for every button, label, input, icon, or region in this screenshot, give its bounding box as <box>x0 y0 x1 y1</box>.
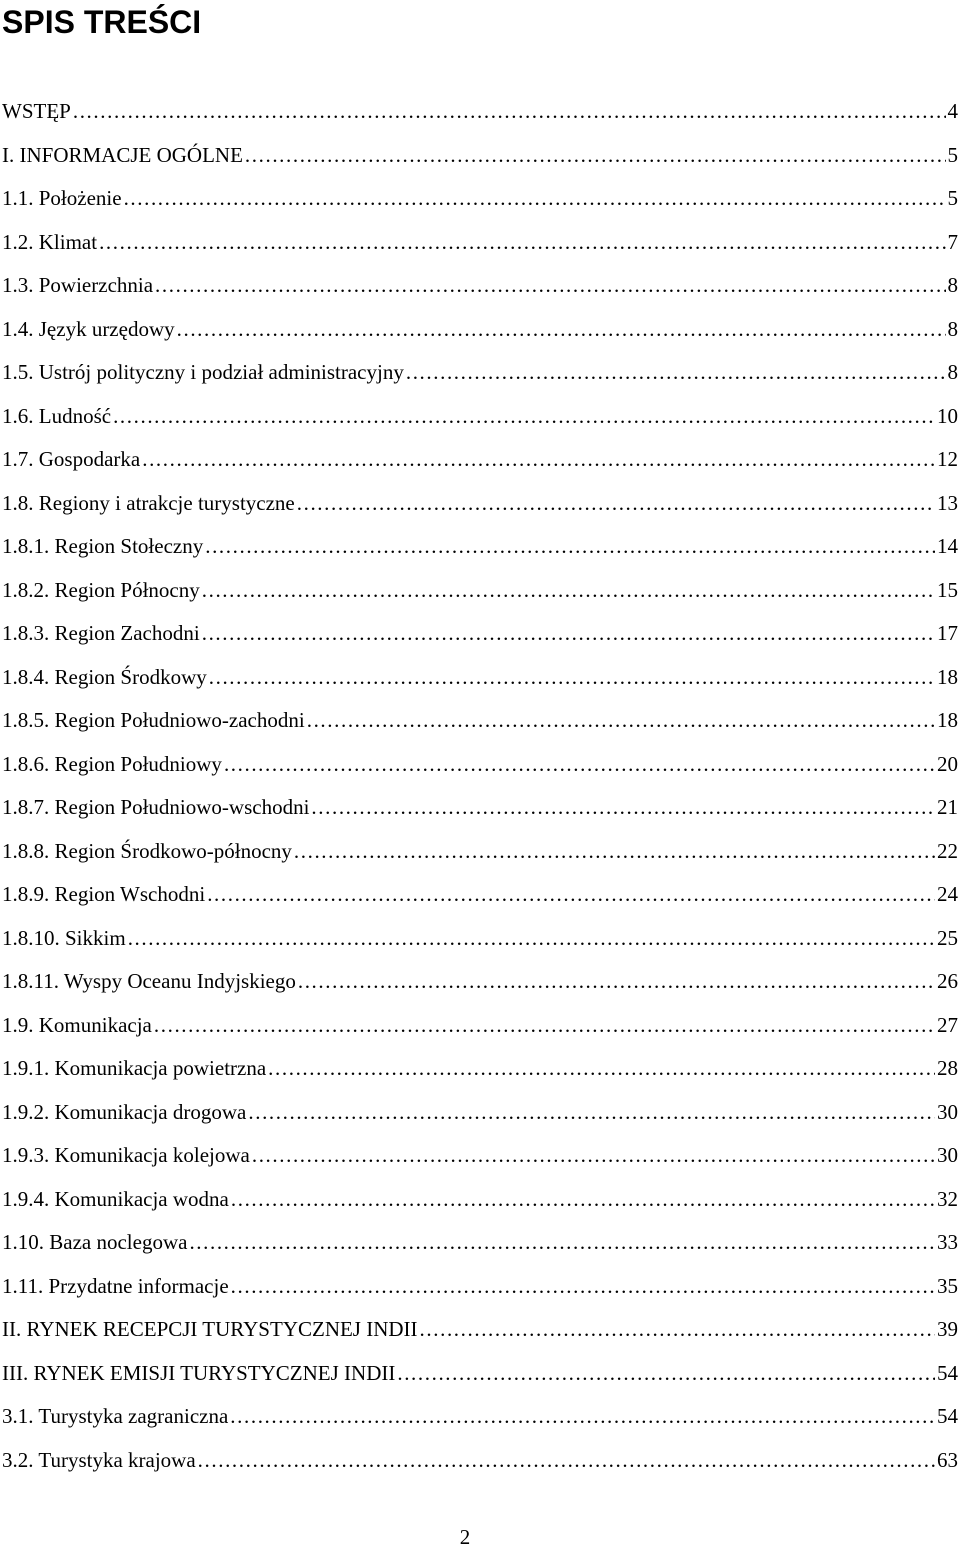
toc-entry[interactable] <box>2 438 958 482</box>
toc-entry-label: I. INFORMACJE OGÓLNE <box>2 142 243 167</box>
toc-entry-label: 1.8.2. Region Północny <box>2 577 200 602</box>
toc-entry[interactable] <box>2 351 958 395</box>
toc-entry-label: 1.8.8. Region Środkowo-północny <box>2 838 292 863</box>
toc-dot-leader <box>231 1178 935 1222</box>
toc-dot-leader <box>209 656 935 700</box>
toc-entry-label: 1.1. Położenie <box>2 186 122 210</box>
toc-dot-leader <box>245 134 946 178</box>
toc-entry-page-number: 54 <box>937 1360 958 1385</box>
toc-entry[interactable] <box>2 308 958 352</box>
toc-entry[interactable] <box>2 917 958 961</box>
toc-dot-leader <box>198 1439 935 1483</box>
toc-entry-label: 1.3. Powierzchnia <box>2 273 154 297</box>
toc-entry-page-number: 10 <box>937 403 958 428</box>
toc-entry[interactable] <box>2 395 958 439</box>
toc-entry-page-number: 20 <box>937 751 958 776</box>
toc-dot-leader <box>297 482 935 526</box>
toc-dot-leader <box>155 264 945 308</box>
toc-entry-label: 1.8.1. Region Stołeczny <box>2 534 204 558</box>
toc-dot-leader <box>142 438 935 482</box>
toc-entry-label: 1.8.11. Wyspy Oceanu Indyjskiego <box>2 969 296 993</box>
toc-entry-page-number: 24 <box>937 882 958 906</box>
toc-dot-leader <box>307 699 935 743</box>
toc-dot-leader <box>189 1221 935 1265</box>
toc-entry[interactable] <box>2 1221 958 1265</box>
toc-entry-label: 1.9.4. Komunikacja wodna <box>2 1186 229 1211</box>
toc-entry[interactable] <box>2 134 958 178</box>
toc-entry-page-number: 54 <box>937 1404 958 1428</box>
toc-dot-leader <box>124 177 946 221</box>
toc-dot-leader <box>248 1091 935 1135</box>
toc-entry-label: 1.10. Baza noclegowa <box>2 1230 188 1254</box>
toc-dot-leader <box>268 1047 935 1091</box>
page-number: 2 <box>459 1525 471 1549</box>
toc-entry[interactable] <box>2 1308 958 1352</box>
toc-entry-page-number: 14 <box>937 534 958 558</box>
toc-entry-label: 1.9.3. Komunikacja kolejowa <box>2 1143 250 1167</box>
toc-entry-page-number: 39 <box>937 1317 958 1341</box>
toc-entry-page-number: 21 <box>937 795 958 819</box>
toc-entry-page-number: 26 <box>937 969 958 993</box>
toc-entry-label: 1.9.2. Komunikacja drogowa <box>2 1099 247 1124</box>
toc-entry-page-number: 8 <box>947 360 958 384</box>
toc-entry[interactable] <box>2 1004 958 1048</box>
toc-entry-label: 1.8.3. Region Zachodni <box>2 621 200 645</box>
toc-entry-label: 1.8.4. Region Środkowy <box>2 664 207 689</box>
toc-entry-page-number: 35 <box>937 1273 958 1298</box>
toc-entry-page-number: 4 <box>947 99 958 123</box>
toc-entry[interactable] <box>2 786 958 830</box>
toc-dot-leader <box>113 395 935 439</box>
toc-entry-page-number: 17 <box>937 621 958 645</box>
toc-dot-leader <box>397 1352 935 1396</box>
toc-entry[interactable] <box>2 482 958 526</box>
toc-dot-leader <box>224 743 935 787</box>
toc-entry[interactable] <box>2 1395 958 1439</box>
toc-entry-label: 1.9.1. Komunikacja powietrzna <box>2 1056 267 1080</box>
toc-dot-leader <box>294 830 935 874</box>
toc-entry[interactable] <box>2 873 958 917</box>
toc-entry[interactable] <box>2 90 958 134</box>
toc-entry[interactable] <box>2 612 958 656</box>
toc-entry[interactable] <box>2 699 958 743</box>
toc-dot-leader <box>202 612 935 656</box>
toc-entry-label: 1.9. Komunikacja <box>2 1012 152 1037</box>
toc-entry[interactable] <box>2 830 958 874</box>
toc-entry[interactable] <box>2 221 958 265</box>
toc-dot-leader <box>298 960 935 1004</box>
toc-entry-label: 1.7. Gospodarka <box>2 447 141 471</box>
toc-entry-page-number: 27 <box>937 1012 958 1037</box>
toc-entry-page-number: 8 <box>947 273 958 297</box>
toc-entry[interactable] <box>2 1134 958 1178</box>
toc-entry-page-number: 15 <box>937 577 958 602</box>
toc-entry[interactable] <box>2 525 958 569</box>
toc-entry[interactable] <box>2 1439 958 1483</box>
table-of-contents <box>2 90 958 1482</box>
toc-dot-leader <box>231 1265 935 1309</box>
toc-entry-label: 1.8.5. Region Południowo-zachodni <box>2 708 305 732</box>
toc-dot-leader <box>177 308 946 352</box>
toc-entry-page-number: 28 <box>937 1056 958 1080</box>
toc-entry[interactable] <box>2 656 958 700</box>
page-title: SPIS TREŚCI <box>2 4 202 40</box>
toc-entry[interactable] <box>2 569 958 613</box>
toc-dot-leader <box>406 351 946 395</box>
toc-dot-leader <box>154 1004 935 1048</box>
toc-entry-page-number: 18 <box>937 664 958 689</box>
toc-entry-page-number: 8 <box>947 316 958 341</box>
toc-entry-page-number: 5 <box>947 142 958 167</box>
toc-entry-page-number: 32 <box>937 1186 958 1211</box>
toc-dot-leader <box>128 917 935 961</box>
toc-entry[interactable] <box>2 264 958 308</box>
toc-entry-page-number: 30 <box>937 1099 958 1124</box>
toc-dot-leader <box>73 90 946 134</box>
toc-entry-page-number: 13 <box>937 490 958 515</box>
toc-entry-label: 1.6. Ludność <box>2 403 112 428</box>
toc-dot-leader <box>207 873 935 917</box>
toc-entry[interactable] <box>2 1091 958 1135</box>
toc-entry-label: 1.8.10. Sikkim <box>2 925 126 950</box>
toc-dot-leader <box>202 569 935 613</box>
toc-entry-label: 1.4. Język urzędowy <box>2 316 175 341</box>
toc-dot-leader <box>420 1308 935 1352</box>
toc-entry-label: 1.8.6. Region Południowy <box>2 751 222 776</box>
toc-dot-leader <box>230 1395 935 1439</box>
toc-entry-page-number: 33 <box>937 1230 958 1254</box>
toc-entry-page-number: 7 <box>947 229 958 254</box>
toc-entry-label: 1.8.7. Region Południowo-wschodni <box>2 795 310 819</box>
toc-dot-leader <box>252 1134 935 1178</box>
toc-entry-page-number: 30 <box>937 1143 958 1167</box>
toc-entry-page-number: 25 <box>937 925 958 950</box>
toc-entry[interactable] <box>2 960 958 1004</box>
toc-dot-leader <box>311 786 935 830</box>
toc-entry-page-number: 12 <box>937 447 958 471</box>
toc-entry-label: 1.11. Przydatne informacje <box>2 1273 229 1298</box>
toc-entry[interactable] <box>2 177 958 221</box>
toc-entry-label: 1.8.9. Region Wschodni <box>2 882 206 906</box>
toc-entry-label: III. RYNEK EMISJI TURYSTYCZNEJ INDII <box>2 1360 396 1385</box>
toc-entry-label: II. RYNEK RECEPCJI TURYSTYCZNEJ INDII <box>2 1317 418 1341</box>
toc-dot-leader <box>205 525 935 569</box>
toc-entry-label: 1.5. Ustrój polityczny i podział administracyjny <box>2 360 404 384</box>
toc-entry[interactable] <box>2 743 958 787</box>
toc-entry[interactable] <box>2 1352 958 1396</box>
toc-entry-label: 1.8. Regiony i atrakcje turystyczne <box>2 490 295 515</box>
toc-entry-label: 3.1. Turystyka zagraniczna <box>2 1404 229 1428</box>
toc-dot-leader <box>99 221 945 265</box>
toc-entry-page-number: 63 <box>937 1447 958 1472</box>
toc-entry-page-number: 18 <box>937 708 958 732</box>
toc-entry[interactable] <box>2 1178 958 1222</box>
toc-entry-label: 1.2. Klimat <box>2 229 98 254</box>
toc-entry[interactable] <box>2 1265 958 1309</box>
toc-entry[interactable] <box>2 1047 958 1091</box>
toc-entry-label: WSTĘP <box>2 99 71 123</box>
toc-entry-page-number: 5 <box>947 186 958 210</box>
toc-entry-page-number: 22 <box>937 838 958 863</box>
toc-entry-label: 3.2. Turystyka krajowa <box>2 1447 196 1472</box>
